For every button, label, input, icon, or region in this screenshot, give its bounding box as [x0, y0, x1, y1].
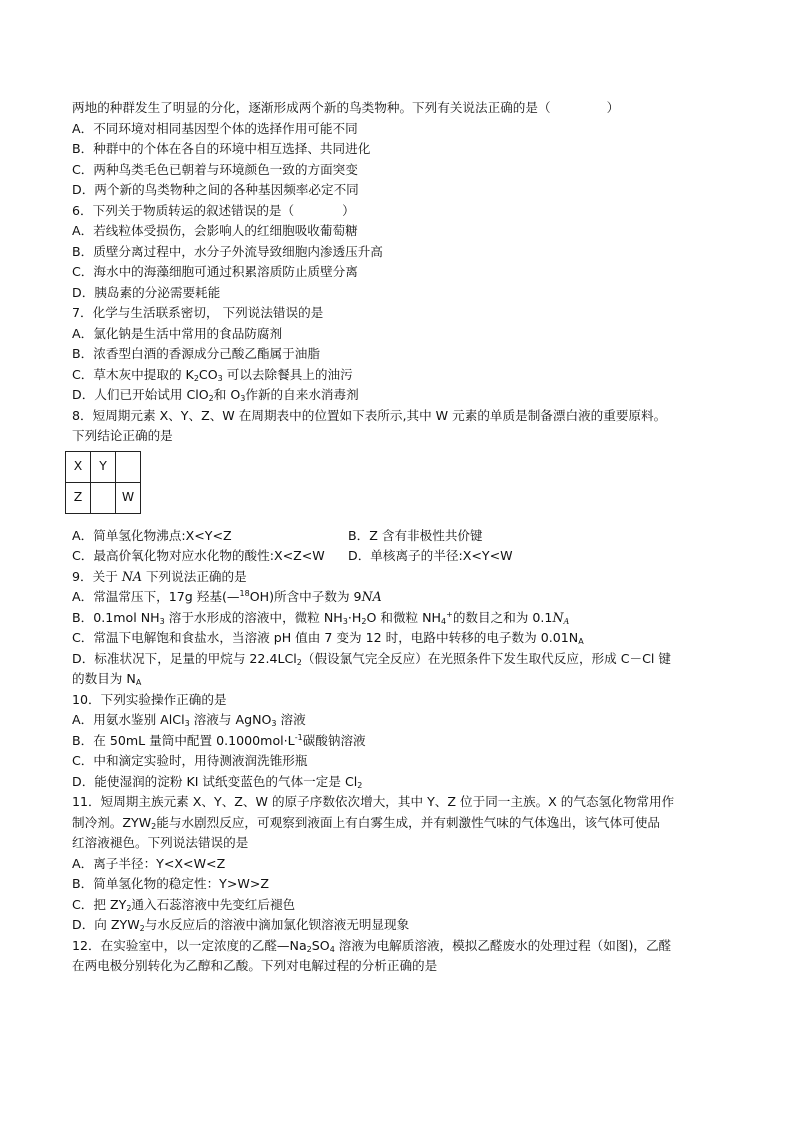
sub: 2	[208, 394, 214, 403]
q7-option-a: A．氯化钠是生活中常用的食品防腐剂	[72, 325, 283, 341]
q11d-text: 与水反应后的溶液中滴加氯化钡溶液无明显现象	[144, 917, 410, 932]
q10a-text: 溶液	[276, 712, 306, 727]
q10a-text: A．用氨水鉴别 AlCl	[72, 712, 185, 727]
q7-option-c	[72, 365, 732, 386]
q9b-text: 溶于水形成的溶液中，微粒 NH	[164, 609, 343, 625]
q9-option-d-line1	[72, 649, 732, 670]
q10-option-c: C．中和滴定实验时，用待测液润洗锥形瓶	[72, 753, 308, 768]
q6-option-b: B．质壁分离过程中，水分子外流导致细胞内渗透压升高	[72, 243, 383, 259]
q7c-text: C．草木灰中提取的 K	[72, 366, 194, 382]
q5-option-a: A．不同环境对相同基因型个体的选择作用可能不同	[72, 120, 358, 136]
sup: 18	[239, 589, 250, 598]
q6-option-a: A．若线粒体受损伤，会影响人的红细胞吸收葡萄糖	[72, 223, 358, 238]
q9c-text: C．常温下电解饱和食盐水，当溶液 pH 值由 7 变为 12 时，电路中转移的电子数为 0.01N	[72, 630, 579, 645]
q12-text: 溶液为电解质溶液，模拟乙醛废水的处理过程（如图)，乙醛	[334, 937, 672, 953]
q7d-text: 和 O	[213, 387, 241, 402]
sub: 2	[361, 616, 367, 626]
table-cell: Z	[66, 482, 91, 513]
q7-option-d	[72, 385, 732, 406]
q12-stem-line2: 在两电极分别转化为乙醇和乙酸。下列对电解过程的分析正确的是	[72, 958, 438, 973]
q7c-text: 可以去除餐具上的油污	[226, 366, 353, 382]
q9-option-b	[72, 608, 732, 629]
q9-option-a	[72, 587, 732, 608]
sub: 3	[342, 616, 348, 626]
q11-option-d	[72, 915, 732, 936]
sub: 4	[441, 616, 447, 626]
q7d-text: D．人们已开始试用 ClO	[72, 387, 209, 402]
q11-option-b: B．简单氢化物的稳定性：Y>W>Z	[72, 876, 270, 891]
q9d-text: （假设氯气完全反应）在光照条件下发生取代反应，形成 C－Cl 键	[301, 650, 671, 666]
periodic-table-fragment	[65, 451, 141, 514]
q5-option-b: B．种群中的个体在各自的环境中相互选择、共同进化	[72, 141, 371, 156]
q8-option-b: B．Z 含有非极性共价键	[348, 527, 483, 543]
q9a-text: OH)所含中子数为 9	[249, 589, 362, 604]
q5-option-c: C．两种鸟类毛色已朝着与环境颜色一致的方面突变	[72, 161, 358, 177]
q12-stem-line1	[72, 936, 732, 957]
table-cell: W	[116, 482, 141, 513]
q5-option-d: D．两个新的鸟类物种之间的各种基因频率必定不同	[72, 182, 359, 197]
q9-text: 下列说法正确的是	[141, 568, 247, 584]
sub: A	[578, 637, 584, 646]
sub: A	[135, 678, 142, 687]
q10a-text: 溶液与 AgNO	[189, 712, 272, 727]
q6-option-d: D．胰岛素的分泌需要耗能	[72, 284, 221, 300]
q9b-text: 的数目之和为 0.1	[452, 609, 553, 625]
q5-stem-text: 两地的种群发生了明显的分化，逐渐形成两个新的鸟类物种。下列有关说法正确的是（	[72, 100, 551, 115]
q10d-text: D．能使湿润的淀粉 KI 试纸变蓝色的气体一定是 Cl	[72, 773, 358, 789]
q9d-text: D．标准状况下，足量的甲烷与 22.4LCl	[72, 650, 297, 666]
q9d-text: 的数目为 N	[72, 671, 136, 686]
q9b-text: B．0.1mol NH	[72, 609, 160, 625]
sub: 3	[159, 616, 165, 626]
q7c-text: CO	[198, 366, 218, 382]
table-row	[66, 451, 141, 482]
sub: 3	[240, 394, 246, 403]
sub: 2	[126, 903, 132, 913]
q10b-text: B．在 50mL 量筒中配置 0.1000mol·L	[72, 732, 295, 748]
table-cell	[91, 482, 116, 513]
q8-option-d: D．单核离子的半径:X<Y<W	[348, 548, 513, 563]
q12-text: 12．在实验室中，以一定浓度的乙醛—Na	[72, 937, 307, 953]
q9b-text: O 和微粒 NH	[366, 609, 442, 625]
table-cell: X	[66, 451, 91, 482]
exam-page	[72, 98, 732, 977]
q9-option-d-line2	[72, 669, 732, 690]
q10-stem: 10．下列实验操作正确的是	[72, 691, 227, 707]
q9a-na: NA	[361, 589, 382, 604]
sub: 3	[271, 719, 277, 728]
q9-stem	[72, 567, 732, 588]
q11-text: 制冷剂。ZYW	[72, 814, 152, 830]
q9-text: 9．关于	[72, 568, 122, 584]
q10-option-a	[72, 710, 732, 731]
q10-option-d	[72, 772, 732, 793]
q8-stem-line2: 下列结论正确的是	[72, 428, 173, 443]
q7-stem: 7．化学与生活联系密切， 下列说法错误的是	[72, 305, 324, 320]
q8-option-a: A．简单氢化物沸点:X<Y<Z	[72, 527, 232, 543]
q8-stem-line1: 8．短周期元素 X、Y、Z、W 在周期表中的位置如下表所示,其中 W 元素的单质是制备漂白液的重要原料。	[72, 407, 667, 423]
q11-option-c	[72, 895, 732, 916]
q10-option-b	[72, 731, 732, 752]
q11-stem-line1: 11．短周期主族元素 X、Y、Z、W 的原子序数依次增大，其中 Y、Z 位于同一主族。X 的气态氢化物常用作	[72, 794, 675, 809]
q9b-n: N	[552, 609, 564, 625]
table-cell: Y	[91, 451, 116, 482]
q10b-text: 碳酸钠溶液	[302, 732, 366, 748]
q9-option-c	[72, 628, 732, 649]
sub: A	[563, 616, 570, 626]
q5-paren-close: ）	[606, 100, 620, 115]
q11d-text: D．向 ZYW	[72, 917, 140, 932]
sup: +	[446, 609, 453, 619]
sub: 2	[139, 924, 145, 933]
q9-na: NA	[121, 568, 142, 584]
q11-text: 能与水剧烈反应，可观察到液面上有白雾生成，并有刺激性气味的气体逸出，该气体可使品	[156, 814, 660, 830]
q7d-text: 作新的自来水消毒剂	[245, 387, 359, 402]
q11-stem-line2	[72, 813, 732, 834]
q6-stem	[72, 201, 732, 222]
sub: 2	[151, 821, 157, 831]
sub: 3	[184, 719, 190, 728]
q5-stem-line	[72, 98, 732, 119]
q9a-text: A．常温常压下，17g 羟基(—	[72, 589, 240, 604]
q11c-text: C．把 ZY	[72, 896, 127, 912]
q12-text: SO	[311, 937, 330, 953]
sub: 2	[357, 780, 363, 790]
q11c-text: 通入石蕊溶液中先变红后褪色	[131, 896, 296, 912]
sub: 4	[329, 944, 335, 954]
q8-options-cd	[72, 546, 732, 567]
sub: 2	[193, 373, 199, 383]
sup: -1	[294, 732, 303, 742]
sub: 2	[296, 657, 302, 667]
q9b-text: ·H	[347, 609, 362, 625]
q11-option-a: A．离子半径：Y<X<W<Z	[72, 855, 226, 871]
q8-options-ab	[72, 526, 732, 547]
q7-option-b: B．浓香型白酒的香源成分己酸乙酯属于油脂	[72, 346, 320, 361]
q11-stem-line3: 红溶液褪色。下列说法错误的是	[72, 835, 249, 850]
table-row	[66, 482, 141, 513]
q6-paren-close: ）	[342, 202, 355, 218]
table-cell	[116, 451, 141, 482]
sub: 3	[217, 373, 223, 383]
q6-stem-text: 6．下列关于物质转运的叙述错误的是（	[72, 202, 295, 218]
q8-option-c: C．最高价氧化物对应水化物的酸性:X<Z<W	[72, 548, 325, 563]
q6-option-c: C．海水中的海藻细胞可通过积累溶质防止质壁分离	[72, 264, 358, 279]
sub: 2	[306, 944, 312, 954]
